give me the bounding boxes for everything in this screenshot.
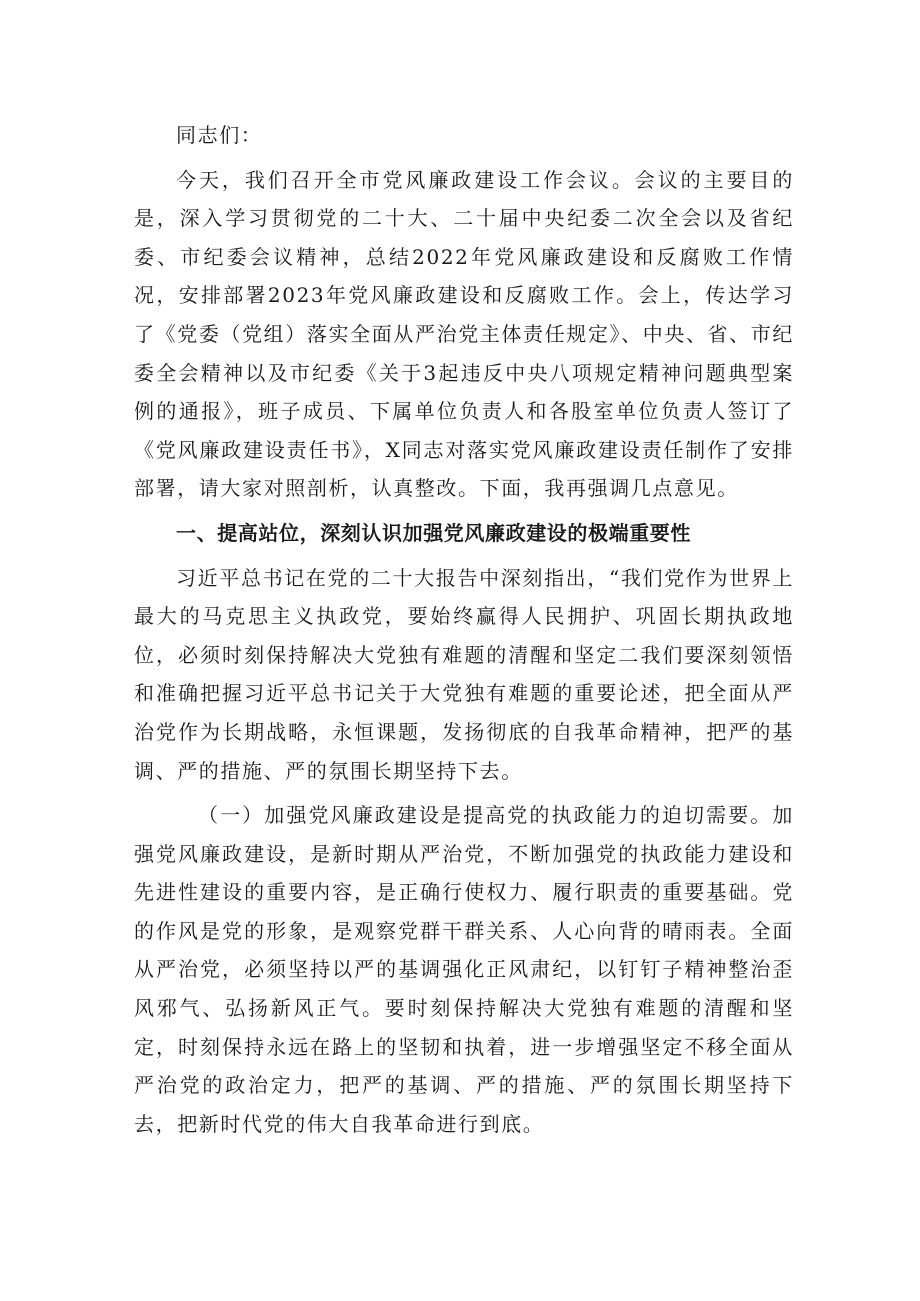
subsection-paragraph: （一）加强党风廉政建设是提高党的执政能力的迫切需要。加强党风廉政建设，是新时期从严治党，不断加强党的执政能力建设和先进性建设的重要内容，是正确行使权力、履行职责的重要基础。党的作风是党的形象，是观察党群干群关系、人心向背的晴雨表。全面从严治党，必须坚持以严的基调强化正风肃纪，以钉钉子精神整治歪风邪气、弘扬新风正气。要时刻保持解决大党独有难题的清醒和坚定，时刻保持永远在路上的坚韧和执着，进一步增强坚定不移全面从严治党的政治定力，把严的基调、严的措施、严的氛围长期坚持下去，把新时代党的伟大自我革命进行到底。 bbox=[134, 803, 794, 1136]
document-body bbox=[134, 116, 794, 1149]
intro-paragraph: 今天，我们召开全市党风廉政建设工作会议。会议的主要目的是，深入学习贯彻党的二十大、二十届中央纪委二次全会以及省纪委、市纪委会议精神，总结2022年党风廉政建设和反腐败工作情况，安排部署2023年党风廉政建设和反腐败工作。会上，传达学习了《党委（党组）落实全面从严治党主体责任规定》、中央、省、市纪委全会精神以及市纪委《关于3起违反中央八项规定精神问题典型案例的通报》，班子成员、下属单位负责人和各股室单位负责人签订了《党风廉政建设责任书》，X同志对落实党风廉政建设责任制作了安排部署，请大家对照剖析，认真整改。下面，我再强调几点意见。 bbox=[134, 167, 794, 501]
greeting: 同志们： bbox=[176, 123, 263, 147]
section-heading: 一、提高站位，深刻认识加强党风廉政建设的极端重要性 bbox=[176, 520, 691, 545]
section-paragraph: 习近平总书记在党的二十大报告中深刻指出，“我们党作为世界上最大的马克思主义执政党，要始终赢得人民拥护、巩固长期执政地位，必须时刻保持解决大党独有难题的清醒和坚定二我们要深刻领悟和准确把握习近平总书记关于大党独有难题的重要论述，把全面从严治党作为长期战略，永恒课题，发扬彻底的自我革命精神，把严的基调、严的措施、严的氛围长期坚持下去。 bbox=[134, 565, 794, 783]
